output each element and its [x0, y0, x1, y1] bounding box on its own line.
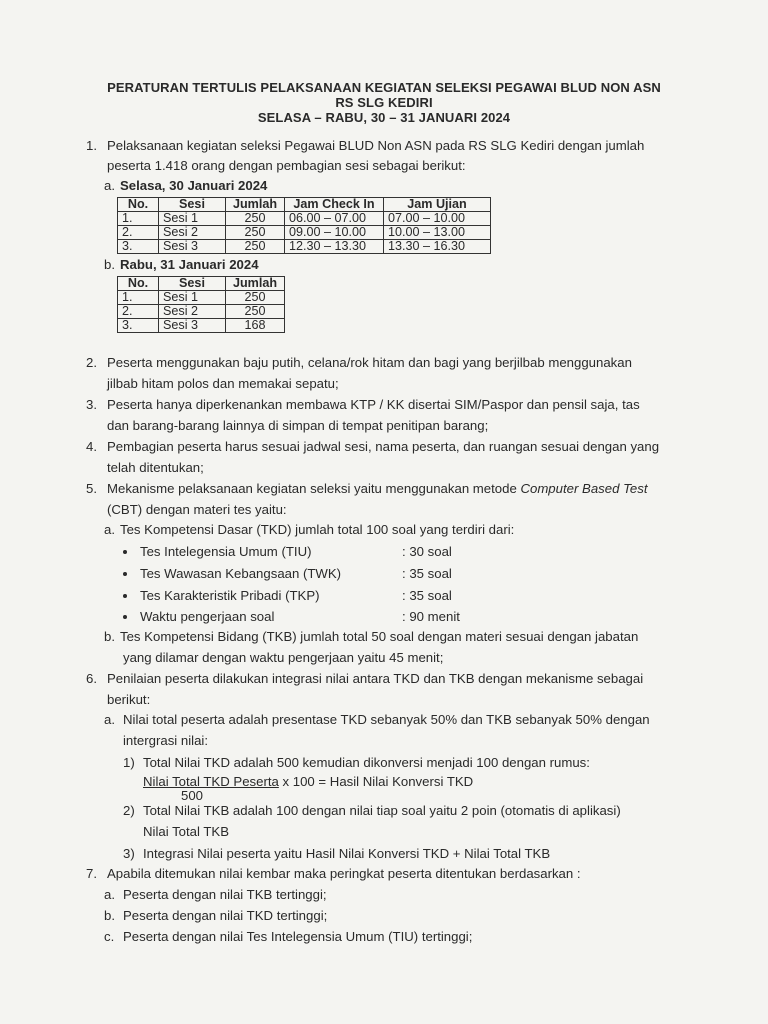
table-header-no: No. [118, 277, 159, 291]
cell-ujian: 13.30 – 16.30 [384, 240, 491, 254]
item3-line1: Peserta hanya diperkenankan membawa KTP / KK disertai SIM/Paspor dan pensil saja, tas [107, 397, 640, 412]
item6-step3-text: Integrasi Nilai peserta yaitu Hasil Nilai Konversi TKD + Nilai Total TKB [143, 846, 551, 861]
cell-sesi: Sesi 1 [159, 291, 226, 305]
cell-no: 3. [118, 240, 159, 254]
item6-line2: berikut: [107, 692, 151, 707]
item1b-title: Rabu, 31 Januari 2024 [120, 257, 259, 272]
item5-line1-text: Mekanisme pelaksanaan kegiatan seleksi yaitu menggunakan metode [107, 481, 521, 496]
formula-rest: x 100 = Hasil Nilai Konversi TKD [278, 774, 474, 789]
table-row [118, 291, 285, 305]
item4-line2: telah ditentukan; [107, 460, 204, 475]
bullet-icon [123, 550, 127, 554]
item1a-title: Selasa, 30 Januari 2024 [120, 178, 268, 193]
table-header-sesi: Sesi [159, 277, 226, 291]
cell-no: 1. [118, 212, 159, 226]
item5-line2: (CBT) dengan materi tes yaitu: [107, 502, 287, 517]
table-row [118, 319, 285, 333]
item1-line1: Pelaksanaan kegiatan seleksi Pegawai BLUD Non ASN pada RS SLG Kediri dengan jumlah [107, 138, 645, 153]
doc-title-line3: SELASA – RABU, 30 – 31 JANUARI 2024 [257, 110, 511, 125]
bullet-item-value: : 35 soal [402, 588, 452, 603]
item1b-label: b. [104, 257, 115, 272]
item6a-line1: Nilai total peserta adalah presentase TKD sebanyak 50% dan TKB sebanyak 50% dengan [123, 712, 650, 727]
table-header-jumlah: Jumlah [226, 277, 285, 291]
item4-number: 4. [86, 439, 97, 454]
cell-jumlah: 250 [226, 291, 285, 305]
cell-checkin: 09.00 – 10.00 [285, 226, 384, 240]
cell-checkin: 12.30 – 13.30 [285, 240, 384, 254]
item1-line2: peserta 1.418 orang dengan pembagian sesi sebagai berikut: [107, 158, 466, 173]
table-row [118, 305, 285, 319]
item7a-label: a. [104, 887, 115, 902]
bullet-item-name: Waktu pengerjaan soal [140, 609, 275, 624]
item6-step2-line2: Nilai Total TKB [143, 824, 230, 839]
item5-number: 5. [86, 481, 97, 496]
item7-line1: Apabila ditemukan nilai kembar maka peringkat peserta ditentukan berdasarkan : [107, 866, 581, 881]
item7-number: 7. [86, 866, 97, 881]
item5b-label: b. [104, 629, 115, 644]
cell-jumlah: 250 [226, 240, 285, 254]
item3-number: 3. [86, 397, 97, 412]
bullet-item-value: : 30 soal [402, 544, 452, 559]
bullet-icon [123, 572, 127, 576]
table-row [118, 240, 491, 254]
schedule-table-tuesday [117, 197, 491, 254]
item4-line1: Pembagian peserta harus sesuai jadwal sesi, nama peserta, dan ruangan sesuai dengan yang [107, 439, 660, 454]
cell-ujian: 10.00 – 13.00 [384, 226, 491, 240]
cell-no: 1. [118, 291, 159, 305]
cell-no: 2. [118, 305, 159, 319]
item5a-label: a. [104, 522, 115, 537]
item6-step1-label: 1) [123, 755, 135, 770]
table-row [118, 226, 491, 240]
cell-checkin: 06.00 – 07.00 [285, 212, 384, 226]
bullet-item-name: Tes Wawasan Kebangsaan (TWK) [140, 566, 342, 581]
bullet-item-name: Tes Intelegensia Umum (TIU) [140, 544, 312, 559]
cell-jumlah: 250 [226, 305, 285, 319]
cell-jumlah: 168 [226, 319, 285, 333]
bullet-icon [123, 594, 127, 598]
item6-number: 6. [86, 671, 97, 686]
cell-no: 2. [118, 226, 159, 240]
item5a-text: Tes Kompetensi Dasar (TKD) jumlah total 100 soal yang terdiri dari: [120, 522, 515, 537]
bullet-item-name: Tes Karakteristik Pribadi (TKP) [140, 588, 320, 603]
schedule-table-wednesday [117, 276, 285, 333]
item5-line1 [107, 481, 648, 497]
bullet-icon [123, 615, 127, 619]
table-header-ujian: Jam Ujian [384, 198, 491, 212]
doc-title-line1: PERATURAN TERTULIS PELAKSANAAN KEGIATAN SELEKSI PEGAWAI BLUD NON ASN [107, 80, 661, 95]
table-header-row [118, 277, 285, 291]
cell-sesi: Sesi 2 [159, 305, 226, 319]
formula-denominator: 500 [181, 788, 204, 803]
table-header-no: No. [118, 198, 159, 212]
item1a-label: a. [104, 178, 115, 193]
table-header-jumlah: Jumlah [226, 198, 285, 212]
item2-line2: jilbab hitam polos dan memakai sepatu; [107, 376, 339, 391]
bullet-item-value: : 90 menit [402, 609, 460, 624]
table-header-row [118, 198, 491, 212]
item5-cbt-term: Computer Based Test [520, 481, 648, 496]
item7c-text: Peserta dengan nilai Tes Intelegensia Umum (TIU) tertinggi; [123, 929, 473, 944]
cell-sesi: Sesi 2 [159, 226, 226, 240]
table-header-sesi: Sesi [159, 198, 226, 212]
cell-jumlah: 250 [226, 212, 285, 226]
item7b-label: b. [104, 908, 115, 923]
item6-step2-text: Total Nilai TKB adalah 100 dengan nilai tiap soal yaitu 2 poin (otomatis di aplikasi) [143, 803, 621, 818]
item6a-label: a. [104, 712, 115, 727]
item6-step3-label: 3) [123, 846, 135, 861]
item2-line1: Peserta menggunakan baju putih, celana/rok hitam dan bagi yang berjilbab menggunakan [107, 355, 632, 370]
cell-sesi: Sesi 3 [159, 319, 226, 333]
doc-title-line2: RS SLG KEDIRI [335, 95, 433, 110]
cell-ujian: 07.00 – 10.00 [384, 212, 491, 226]
item5b-line1: Tes Kompetensi Bidang (TKB) jumlah total 50 soal dengan materi sesuai dengan jabatan [120, 629, 639, 644]
item7a-text: Peserta dengan nilai TKB tertinggi; [123, 887, 327, 902]
table-header-checkin: Jam Check In [285, 198, 384, 212]
cell-sesi: Sesi 3 [159, 240, 226, 254]
item7c-label: c. [104, 929, 115, 944]
cell-sesi: Sesi 1 [159, 212, 226, 226]
cell-no: 3. [118, 319, 159, 333]
cell-jumlah: 250 [226, 226, 285, 240]
item7b-text: Peserta dengan nilai TKD tertinggi; [123, 908, 328, 923]
table-row [118, 212, 491, 226]
item6-step1-text: Total Nilai TKD adalah 500 kemudian dikonversi menjadi 100 dengan rumus: [143, 755, 590, 770]
item6-step2-label: 2) [123, 803, 135, 818]
bullet-item-value: : 35 soal [402, 566, 452, 581]
item1-number: 1. [86, 138, 97, 153]
item6a-line2: intergrasi nilai: [123, 733, 209, 748]
item6-line1: Penilaian peserta dilakukan integrasi nilai antara TKD dan TKB dengan mekanisme sebagai [107, 671, 644, 686]
item2-number: 2. [86, 355, 97, 370]
item5b-line2: yang dilamar dengan waktu pengerjaan yaitu 45 menit; [123, 650, 444, 665]
formula-numerator: Nilai Total TKD Peserta [143, 774, 279, 789]
item3-line2: dan barang-barang lainnya di simpan di tempat penitipan barang; [107, 418, 489, 433]
